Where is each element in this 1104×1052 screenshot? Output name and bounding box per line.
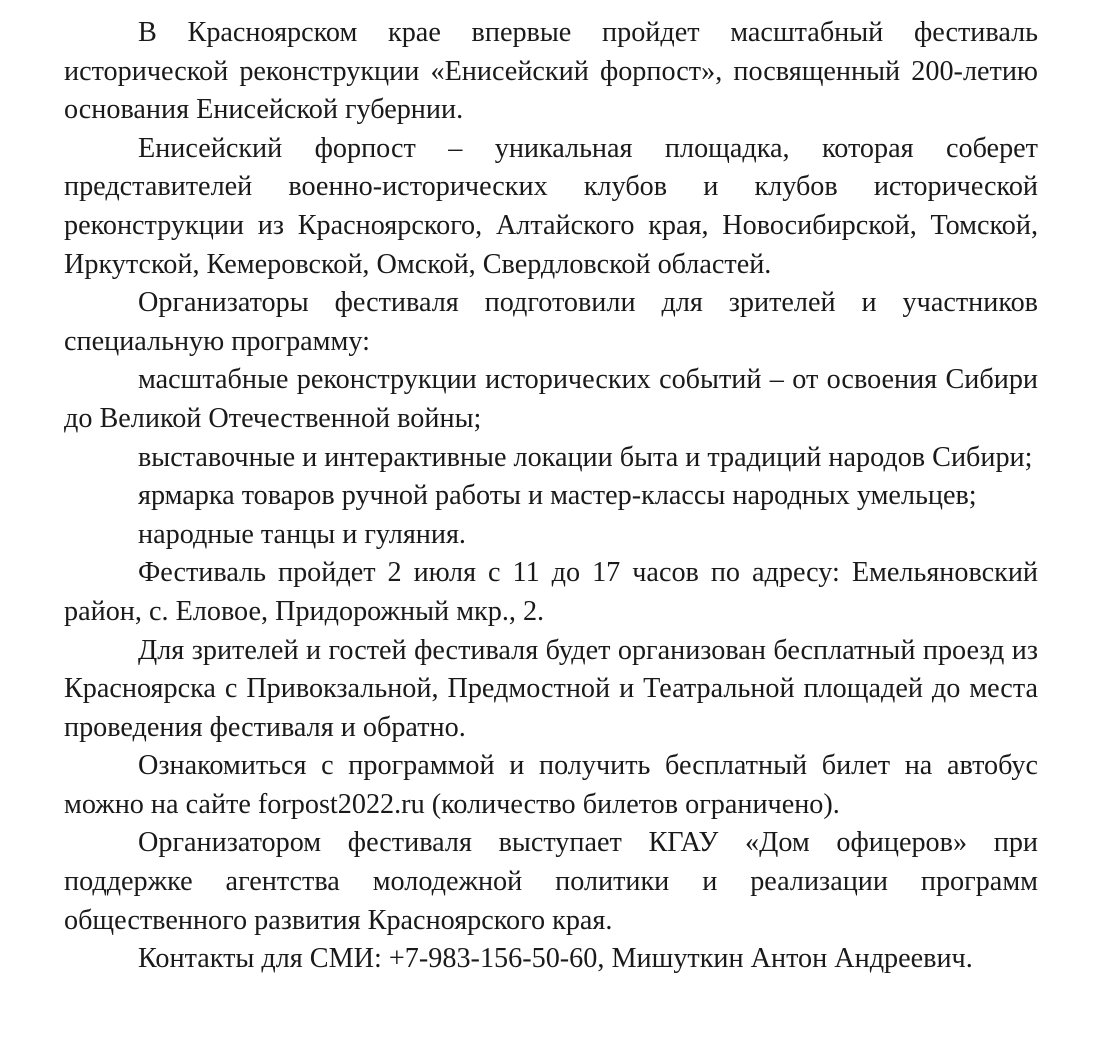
paragraph-tickets-website: Ознакомиться с программой и получить бесплатный билет на автобус можно на сайте forpost2022.ru (количество билетов ограничено). [64, 750, 1038, 820]
program-item-fair: ярмарка товаров ручной работы и мастер-классы народных умельцев; [138, 480, 977, 512]
paragraph-free-transport: Для зрителей и гостей фестиваля будет организован бесплатный проезд из Красноярска с Привокзальной, Предмостной и Театральной площадей до места проведения фестиваля и обратно. [64, 634, 1038, 743]
program-item-exhibitions: выставочные и интерактивные локации быта и традиций народов Сибири; [138, 441, 1033, 473]
paragraph-forpost-description: Енисейский форпост – уникальная площадка, которая соберет представителей военно-исторических клубов и клубов исторической реконструкции из Красноярского, Алтайского края, Новосибирской, Томской, Иркутской, Кемеровской, Омской, Свердловской областей. [64, 132, 1038, 280]
paragraph-program-intro: Организаторы фестиваля подготовили для зрителей и участников специальную программу: [64, 287, 1038, 357]
paragraph-organizer: Организатором фестиваля выступает КГАУ «Дом офицеров» при поддержке агентства молодежной политики и реализации программ общественного развития Красноярского края. [64, 827, 1038, 936]
paragraph-date-address: Фестиваль пройдет 2 июля с 11 до 17 часов по адресу: Емельяновский район, с. Еловое, Придорожный мкр., 2. [64, 557, 1038, 627]
document-page [64, 14, 1038, 979]
paragraph-festival-announcement: В Красноярском крае впервые пройдет масштабный фестиваль исторической реконструкции «Енисейский форпост», посвященный 200-летию основания Енисейской губернии. [64, 17, 1038, 126]
paragraph-media-contacts: Контакты для СМИ: +7-983-156-50-60, Мишуткин Антон Андреевич. [138, 943, 973, 975]
program-item-dances: народные танцы и гуляния. [138, 518, 466, 550]
program-item-reconstructions: масштабные реконструкции исторических событий – от освоения Сибири до Великой Отечественной войны; [64, 364, 1038, 434]
